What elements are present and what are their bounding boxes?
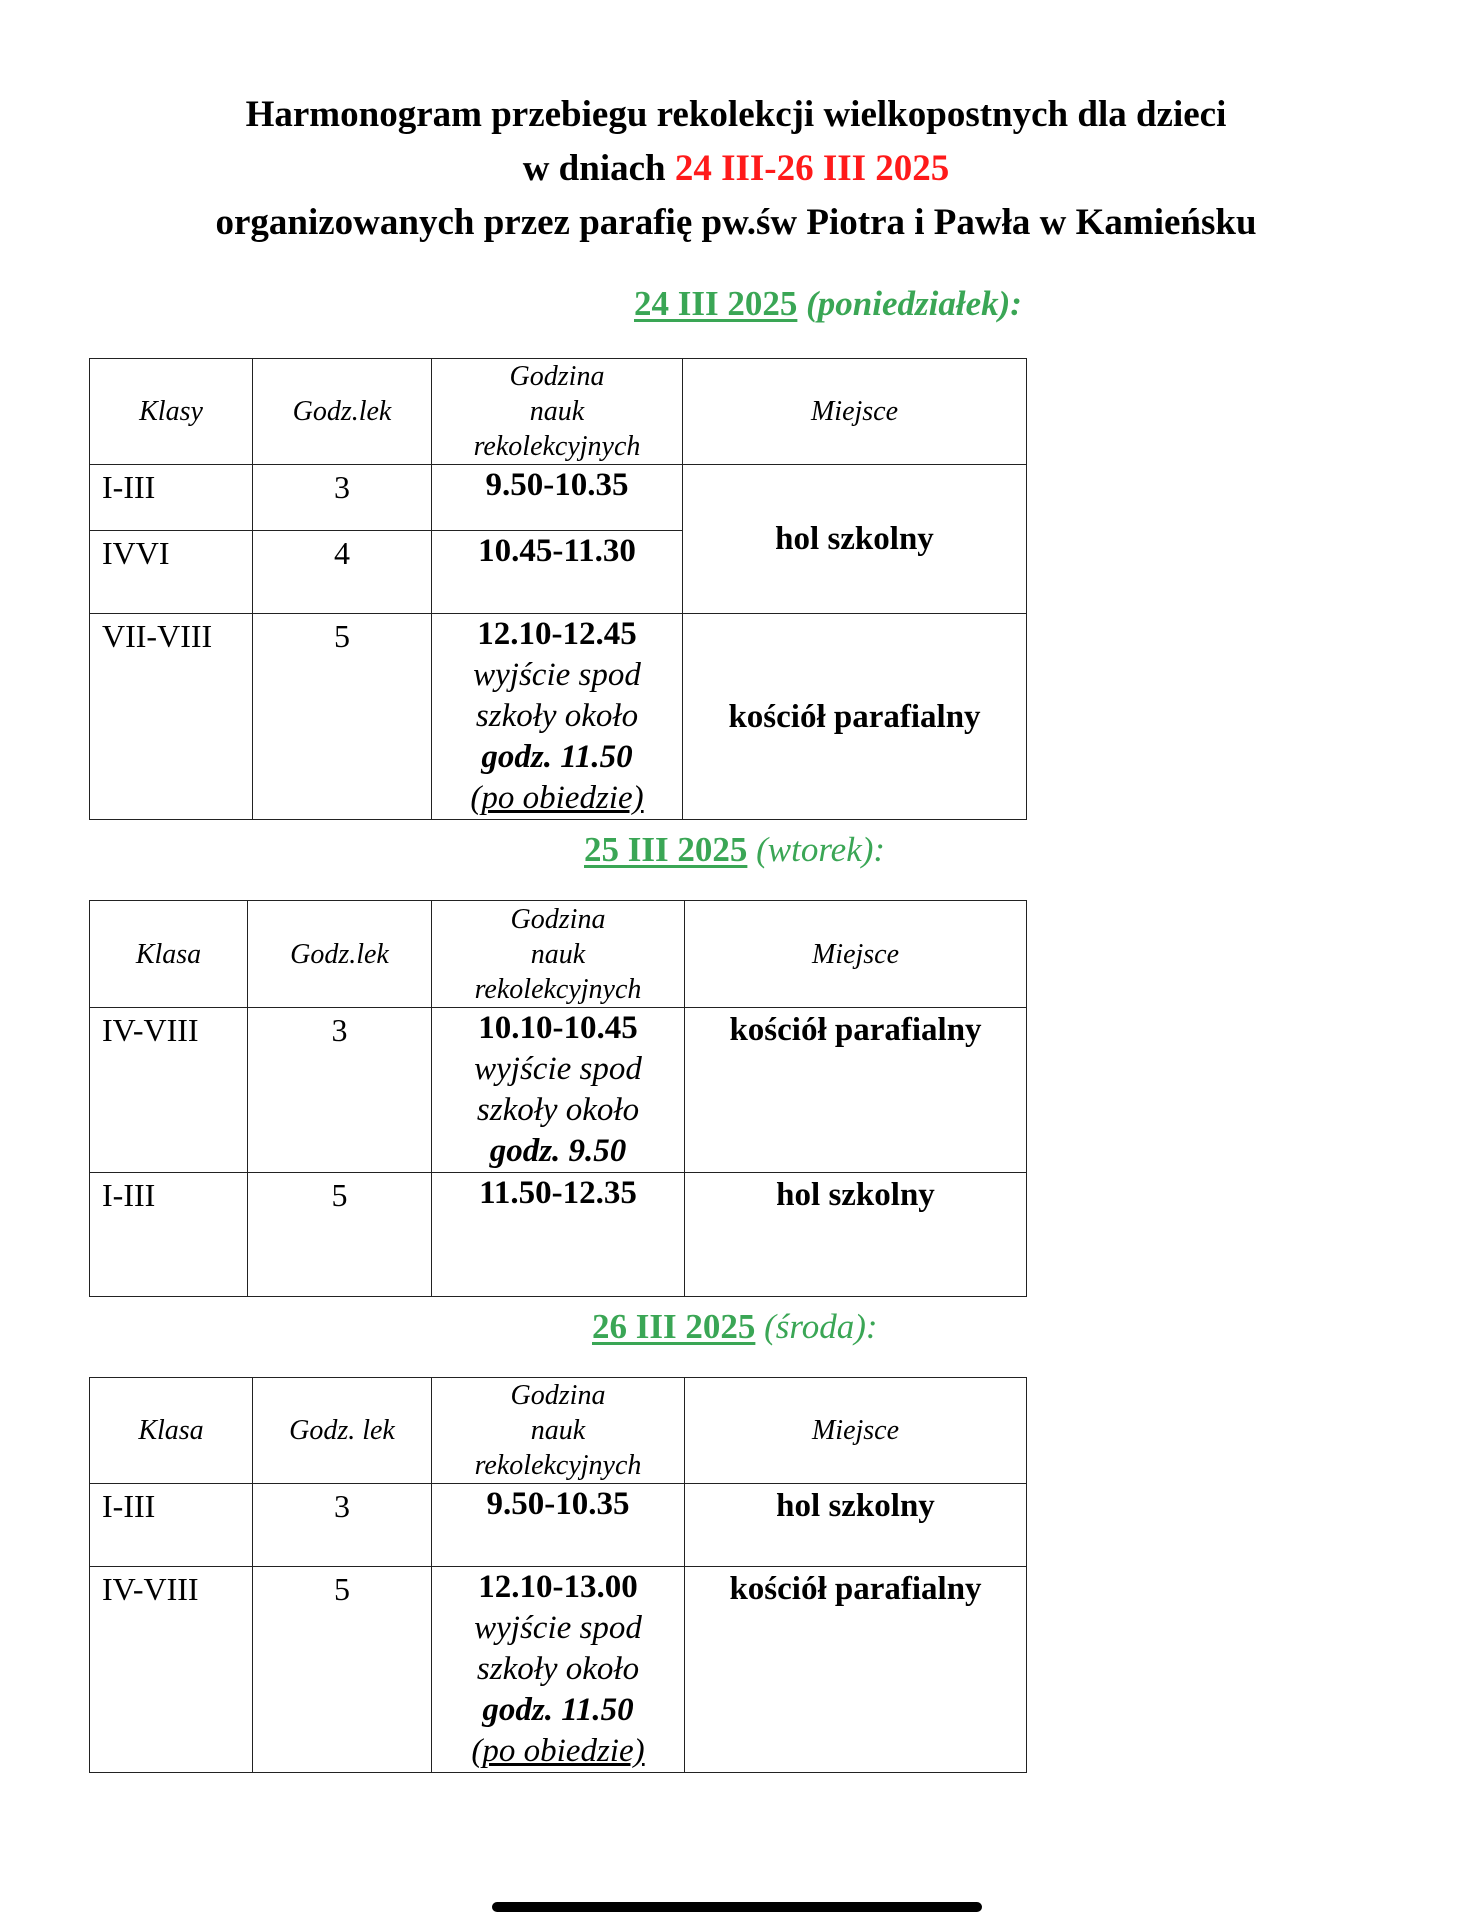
lessons-cell: 3 xyxy=(248,1008,432,1173)
place-cell: hol szkolny xyxy=(683,465,1027,614)
header-godzina-l2: nauk xyxy=(529,396,585,427)
time-cell xyxy=(432,465,683,531)
place-cell: hol szkolny xyxy=(685,1173,1027,1297)
lessons-cell: 3 xyxy=(253,465,432,531)
time-note: godz. 11.50 xyxy=(482,1692,634,1728)
header-godzina-l3: rekolekcyjnych xyxy=(474,1450,642,1481)
day-date: 26 III 2025 xyxy=(592,1307,756,1346)
title-prefix: w dniach xyxy=(522,148,675,189)
header-miejsce: Miejsce xyxy=(685,1378,1027,1484)
day-weekday: (poniedziałek): xyxy=(806,284,1022,323)
class-cell: IV-VIII xyxy=(90,1567,253,1773)
header-godzina-l1: Godzina xyxy=(510,1380,606,1411)
time-note: szkoły około xyxy=(476,1092,640,1128)
lessons-cell: 5 xyxy=(253,1567,432,1773)
header-godzina-l3: rekolekcyjnych xyxy=(473,431,641,462)
time-cell xyxy=(432,531,683,614)
time-note: godz. 11.50 xyxy=(481,739,633,775)
header-klasa: Klasa xyxy=(90,901,248,1008)
header-godzina xyxy=(432,901,685,1008)
table-row xyxy=(90,465,1027,531)
header-godzina xyxy=(432,359,683,465)
header-klasa: Klasa xyxy=(90,1378,253,1484)
header-godzina-l3: rekolekcyjnych xyxy=(474,973,642,1005)
schedule-table-day2 xyxy=(89,900,1027,1297)
class-cell: I-III xyxy=(90,1173,248,1297)
header-lek: Godz.lek xyxy=(248,901,432,1008)
time-cell xyxy=(432,1567,685,1773)
time-cell xyxy=(432,1484,685,1567)
place-cell: kościół parafialny xyxy=(685,1008,1027,1173)
header-miejsce: Miejsce xyxy=(685,901,1027,1008)
time-note: szkoły około xyxy=(475,698,639,734)
class-cell: VII-VIII xyxy=(90,614,253,820)
day-heading-3 xyxy=(592,1307,878,1347)
day-weekday: (wtorek): xyxy=(756,830,886,869)
day-date: 24 III 2025 xyxy=(634,284,798,323)
lessons-cell: 3 xyxy=(253,1484,432,1567)
table-row xyxy=(90,1484,1027,1567)
day-date: 25 III 2025 xyxy=(584,830,748,869)
time-range: 11.50-12.35 xyxy=(479,1175,637,1211)
time-range: 10.45-11.30 xyxy=(478,533,636,569)
day-heading-2 xyxy=(584,830,885,870)
class-cell: I-III xyxy=(90,465,253,531)
header-miejsce: Miejsce xyxy=(683,359,1027,465)
lessons-cell: 5 xyxy=(253,614,432,820)
document-title-line3: organizowanych przez parafię pw.św Piotra i Pawła w Kamieńsku xyxy=(215,202,1257,243)
table-row xyxy=(90,1173,1027,1297)
header-godzina-l2: nauk xyxy=(530,938,586,970)
home-indicator[interactable] xyxy=(492,1902,982,1912)
time-note: godz. 9.50 xyxy=(489,1133,627,1169)
time-range: 12.10-12.45 xyxy=(477,616,637,652)
document-title-line1: Harmonogram przebiegu rekolekcji wielkopostnych dla dzieci xyxy=(245,94,1227,135)
time-note: szkoły około xyxy=(476,1651,640,1687)
day-heading-1 xyxy=(634,284,1022,324)
time-range: 9.50-10.35 xyxy=(486,1486,630,1522)
table-row xyxy=(90,1567,1027,1773)
class-cell: IVVI xyxy=(90,531,253,614)
day-weekday: (środa): xyxy=(764,1307,878,1346)
time-range: 9.50-10.35 xyxy=(485,467,629,503)
class-cell: IV-VIII xyxy=(90,1008,248,1173)
time-range: 10.10-10.45 xyxy=(478,1010,638,1046)
time-note: (po obiedzie) xyxy=(470,780,644,816)
lessons-cell: 5 xyxy=(248,1173,432,1297)
time-note: wyjście spod xyxy=(474,1610,642,1646)
title-dates: 24 III-26 III 2025 xyxy=(674,148,950,189)
time-cell xyxy=(432,614,683,820)
header-klasa: Klasy xyxy=(90,359,253,465)
time-cell xyxy=(432,1008,685,1173)
place-cell: kościół parafialny xyxy=(683,614,1027,820)
schedule-table-day1 xyxy=(89,358,1027,820)
schedule-table-day3 xyxy=(89,1377,1027,1773)
lessons-cell: 4 xyxy=(253,531,432,614)
class-cell: I-III xyxy=(90,1484,253,1567)
time-cell xyxy=(432,1173,685,1297)
table-row xyxy=(90,1008,1027,1173)
time-note: (po obiedzie) xyxy=(471,1733,645,1769)
place-cell: hol szkolny xyxy=(685,1484,1027,1567)
time-note: wyjście spod xyxy=(473,657,641,693)
table-row xyxy=(90,614,1027,820)
header-godzina xyxy=(432,1378,685,1484)
place-cell: kościół parafialny xyxy=(685,1567,1027,1773)
header-lek: Godz.lek xyxy=(253,359,432,465)
header-godzina-l1: Godzina xyxy=(510,903,606,935)
header-godzina-l2: nauk xyxy=(530,1415,586,1446)
header-godzina-l1: Godzina xyxy=(509,361,605,392)
time-note: wyjście spod xyxy=(474,1051,642,1087)
header-lek: Godz. lek xyxy=(253,1378,432,1484)
time-range: 12.10-13.00 xyxy=(478,1569,638,1605)
document-title-line2 xyxy=(0,142,1472,196)
